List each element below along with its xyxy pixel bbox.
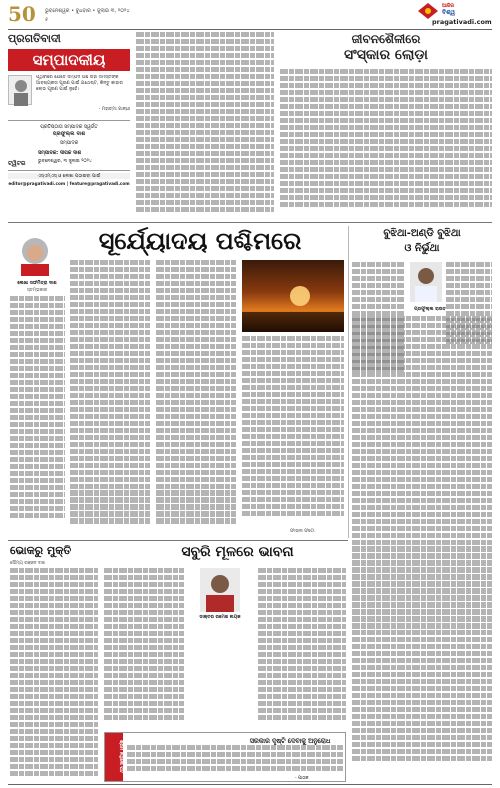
- right-top-story: [280, 32, 492, 218]
- side-headline-2: ଓ ନିର୍ଭୁଥା: [404, 243, 440, 254]
- bottom-center-title: ସବୁରି ମୂଳରେ ଭାବନା: [181, 544, 294, 560]
- bottom-center-text-1: [104, 568, 184, 728]
- masthead-divider: [8, 29, 492, 30]
- quote-author: - ମହାତ୍ମା ଗାନ୍ଧୀ: [98, 107, 130, 112]
- brand-sub: ବିଶ୍ୱ: [442, 9, 456, 16]
- main-story-col-1: [70, 260, 150, 536]
- letters-tag: ଶ୍ରମ ନଥିଲେ ପଟ: [105, 733, 123, 781]
- editor-label: ସମ୍ପାଦକ: [59, 141, 79, 146]
- author-role: ସ୍ତମ୍ଭକାର: [26, 288, 48, 293]
- masthead: [0, 0, 500, 30]
- editorial-body: [136, 32, 274, 218]
- bottom-center-text-2: [258, 568, 346, 728]
- founder-line: ପ୍ରତିଷ୍ଠାତା ସମ୍ପାଦକ ସ୍ୱର୍ଗତ: [40, 125, 98, 130]
- photo-caption: ଫାଇଲ ଫଟୋ: [290, 529, 315, 534]
- main-headline: ସୂର୍ଯ୍ୟୋଦୟ ପଶ୍ଚିମରେ: [98, 227, 302, 255]
- bottom-left-text: [10, 568, 98, 782]
- contact-line: ଏସ୍‌ଏମ୍‌ଏସ୍‌ ଓ ଲେଖା ପଠାଇବା ପାଇଁ: [8, 173, 130, 179]
- bottom-center-photo: [200, 568, 240, 612]
- letters-headline: ସରକାର ଦୃଷ୍ଟି ଦେବାକୁ ଅନୁରୋଧ: [249, 737, 331, 745]
- letters-box: [104, 732, 346, 782]
- bottom-center-author: ଡାକ୍ତର ରମେଶ ନାୟକ: [199, 615, 241, 620]
- editor-name: ସମ୍ପାଦକ: ଦୀପକ ଦାଶ: [38, 151, 81, 156]
- founder-name: ପ୍ରଫୁଲ୍ଲ ଦାଶ: [52, 131, 86, 137]
- main-story-col-2: [156, 260, 236, 536]
- side-author-photo: [410, 262, 442, 302]
- side-headline-1: ବୁଝିଥା-ଅଣ୍ଡି ବୁଝିଥା: [383, 228, 461, 239]
- brand-top-right: ଆଜିର: [442, 3, 455, 9]
- page-number: ୫: [45, 17, 49, 23]
- brand-logo-left: ପ୍ରଗତିବାଦୀ: [8, 32, 61, 45]
- right-story-title-2: ସଂସ୍କାର ଲୋଡ଼ା: [344, 47, 428, 63]
- anniversary-logo: [8, 3, 36, 27]
- author-name: ଲେଖା ସଙ୍ଘମିତ୍ରା ଦାଶ: [17, 281, 57, 286]
- anniversary-number: 50: [8, 2, 36, 26]
- author-photo: [12, 232, 58, 276]
- editorial-section-title: ସମ୍ପାଦକୀୟ: [8, 49, 130, 71]
- bottom-left-author: ସୌମ୍ୟ ରଞ୍ଜନ ଦାଶ: [10, 561, 46, 566]
- bottom-left-title: ଭୋକରୁ ମୁକ୍ତି: [10, 544, 72, 557]
- email-line[interactable]: editor@pragativadi.com | feature@pragativadi.com: [8, 181, 130, 186]
- publisher-line: ଭୁବନେଶ୍ୱର, ୩ ଜୁଲାଇ ୨୦୨୪: [38, 159, 92, 164]
- sunrise-photo: [242, 260, 344, 332]
- letters-signoff: - ପାଠକ: [295, 776, 309, 781]
- main-story-col-3: [242, 336, 344, 536]
- side-story-text-3: [352, 316, 492, 782]
- date-line: ଭୁବନେଶ୍ୱର • ବୁଧବାର • ଜୁଲାଇ ୩, ୨୦୨୪: [45, 8, 130, 14]
- twitter-label: ଟ୍ୱିଟର: [8, 160, 26, 167]
- right-story-title-1: ଜୀବନଶୈଳୀରେ: [351, 32, 421, 46]
- letters-text: [127, 745, 343, 775]
- main-story-col-0: [10, 296, 65, 536]
- editorial-quote: ପୃଥିବୀରେ ଯେତେ ସମ୍ପଦ ଅଛି ତାହା ସମସ୍ତଙ୍କ ଆବଶ୍ୟକତା ପୂରଣ ପାଇଁ ଯଥେଷ୍ଟ, କିନ୍ତୁ କାହାର ଲୋଭ ପୂରଣ ପାଇଁ ନୁହେଁ।: [36, 75, 123, 92]
- right-logo-emblem: [418, 3, 438, 19]
- side-author-name: ପ୍ରଫୁଲ୍ଲ ରାଉତ: [414, 307, 446, 312]
- editorial-column: [8, 32, 130, 218]
- site-url[interactable]: pragativadi.com: [432, 18, 492, 26]
- gandhi-portrait: [8, 75, 32, 105]
